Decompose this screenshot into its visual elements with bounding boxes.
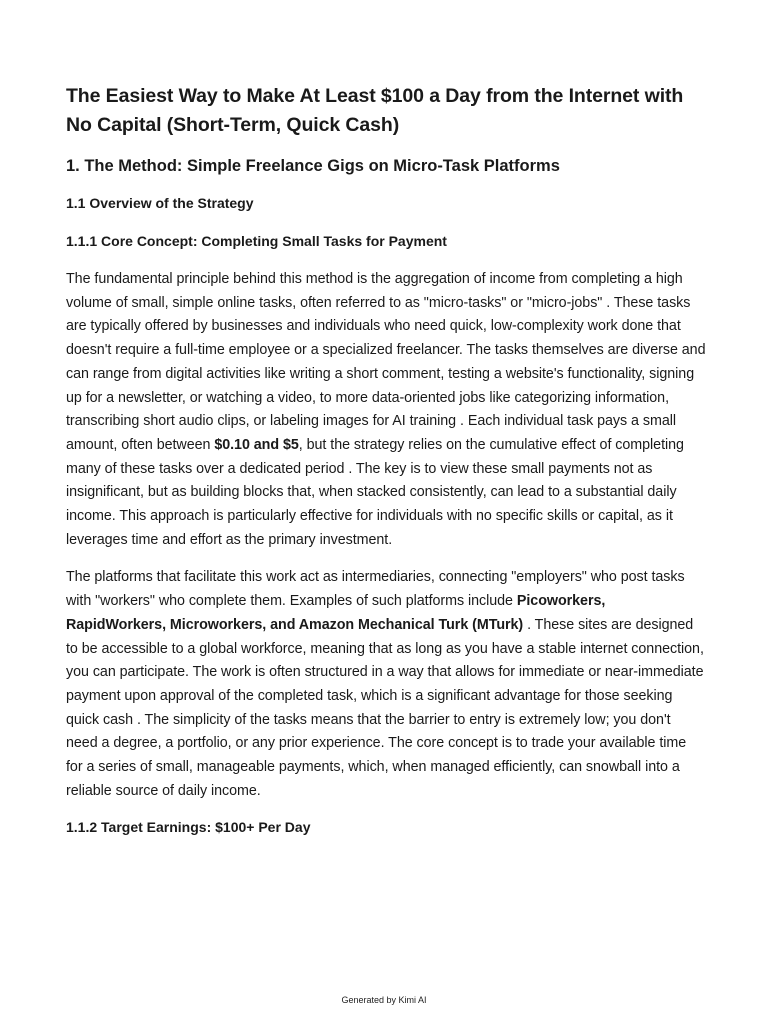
paragraph-platforms <box>66 566 706 803</box>
subsection-heading-overview: 1.1 Overview of the Strategy <box>66 195 254 211</box>
paragraph-core-concept <box>66 268 706 552</box>
document-title: The Easiest Way to Make At Least $100 a Day from the Internet with No Capital (Short-Term, Quick Cash) <box>66 85 684 136</box>
subsubsection-heading-target-earnings: 1.1.2 Target Earnings: $100+ Per Day <box>66 819 311 836</box>
section-heading-method: 1. The Method: Simple Freelance Gigs on Micro-Task Platforms <box>66 157 560 175</box>
paragraph-text: The platforms that facilitate this work act as intermediaries, connecting "employers" who post tasks with "workers" who complete them. Examples of such platforms include <box>66 569 685 610</box>
page-footer: Generated by Kimi AI <box>341 995 427 1005</box>
paragraph-text: . These sites are designed to be accessible to a global workforce, meaning that as long as you have a stable internet connection, you can participate. The work is often structured in a way that allows for immediate or near-immediate payment upon approval of the completed task, which is a significant advantage for those seeking quick cash . The simplicity of the tasks means that the barrier to entry is extremely low; you don't need a degree, a portfolio, or any prior experience. The core concept is to trade your available time for a series of small, manageable payments, which, when managed efficiently, can snowball into a reliable source of daily income. <box>66 616 704 799</box>
paragraph-text: The fundamental principle behind this method is the aggregation of income from completing a high volume of small, simple online tasks, often referred to as "micro-tasks" or "micro-jobs" . These tasks are typically offered by businesses and individuals who need quick, low-complexity work done that doesn't require a full-time employee or a specialized freelancer. The tasks themselves are diverse and can range from digital activities like writing a short comment, testing a website's functionality, signing up for a newsletter, or watching a video, to more data-oriented jobs like categorizing information, transcribing short audio clips, or labeling images for AI training . Each individual task pays a small amount, often between <box>66 271 706 453</box>
bold-payment-range: $0.10 and $5 <box>214 436 299 453</box>
document-page <box>66 82 706 854</box>
subsubsection-heading-core-concept: 1.1.1 Core Concept: Completing Small Tasks for Payment <box>66 233 447 249</box>
paragraph-text: , but the strategy relies on the cumulative effect of completing many of these tasks over a dedicated period . The key is to view these small payments not as insignificant, but as building blocks that, when stacked consistently, can lead to a substantial daily income. This approach is particularly effective for individuals with no specific skills or capital, as it leverages time and effort as the primary investment. <box>66 436 684 548</box>
bold-platform-names: Picoworkers, RapidWorkers, Microworkers, and Amazon Mechanical Turk (MTurk) <box>66 593 606 633</box>
